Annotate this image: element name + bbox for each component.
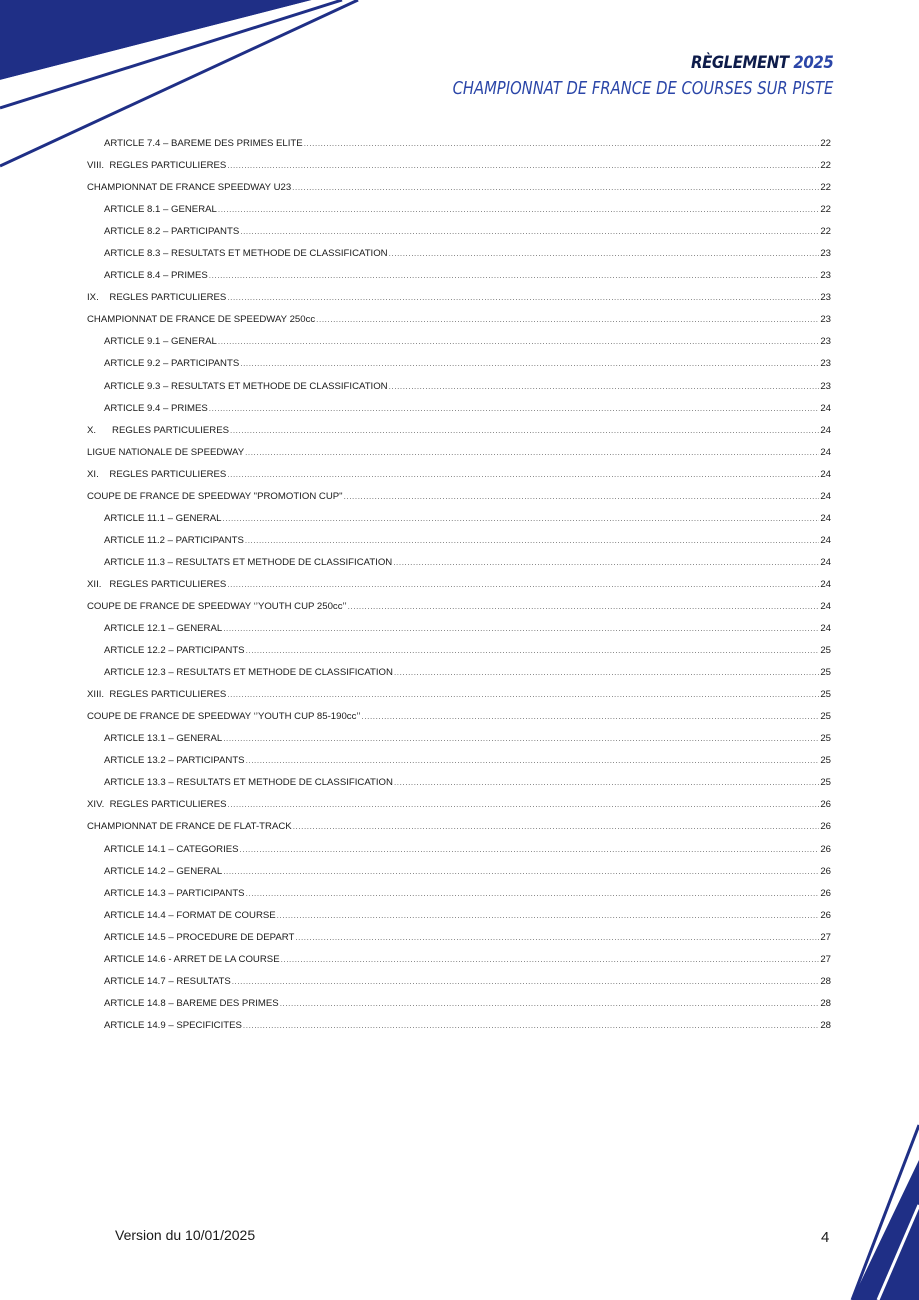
toc-entry-label: ARTICLE 11.3 – RESULTATS ET METHODE DE CLASSIFICATION — [104, 556, 393, 568]
toc-entry-label: XI. REGLES PARTICULIERES — [87, 468, 227, 480]
toc-entry[interactable] — [87, 1020, 831, 1042]
championship-subtitle: CHAMPIONNAT DE FRANCE DE COURSES SUR PISTE — [452, 78, 833, 99]
toc-entry-label: ARTICLE 12.1 – GENERAL — [104, 623, 223, 635]
table-of-contents — [87, 138, 831, 1042]
toc-entry[interactable] — [87, 403, 831, 425]
toc-entry-label: ARTICLE 14.5 – PROCEDURE DE DEPART — [104, 931, 295, 943]
toc-dot-leader — [223, 624, 819, 633]
toc-entry-label: ARTICLE 11.2 – PARTICIPANTS — [104, 534, 244, 546]
toc-entry-label: CHAMPIONNAT DE FRANCE DE SPEEDWAY 250cc — [87, 314, 316, 326]
toc-entry-label: VIII. REGLES PARTICULIERES — [87, 160, 227, 172]
toc-entry[interactable] — [87, 182, 831, 204]
page-number: 4 — [821, 1229, 830, 1246]
toc-entry-label: ARTICLE 14.9 – SPECIFICITES — [104, 1019, 242, 1031]
toc-entry[interactable] — [87, 910, 831, 932]
toc-entry-label: X. REGLES PARTICULIERES — [87, 424, 229, 436]
toc-entry-label: ARTICLE 12.2 – PARTICIPANTS — [104, 645, 245, 657]
toc-entry-page: 26 — [820, 821, 831, 833]
toc-entry-label: ARTICLE 12.3 – RESULTATS ET METHODE DE CLASSIFICATION — [104, 667, 393, 679]
toc-entry-label: XIII. REGLES PARTICULIERES — [87, 689, 227, 701]
toc-entry-page: 24 — [820, 556, 831, 568]
toc-entry-page: 23 — [820, 314, 831, 326]
toc-dot-leader — [281, 955, 820, 964]
toc-entry-page: 24 — [820, 490, 831, 502]
toc-entry-label: ARTICLE 14.2 – GENERAL — [104, 865, 223, 877]
toc-entry-page: 24 — [820, 402, 831, 414]
toc-entry[interactable] — [87, 204, 831, 226]
toc-entry-label: ARTICLE 9.3 – RESULTATS ET METHODE DE CLASSIFICATION — [104, 380, 388, 392]
toc-entry[interactable] — [87, 711, 831, 733]
toc-dot-leader — [246, 889, 820, 898]
toc-entry[interactable] — [87, 844, 831, 866]
toc-entry-label: ARTICLE 13.2 – PARTICIPANTS — [104, 755, 245, 767]
toc-entry-page: 22 — [820, 160, 831, 172]
toc-entry-page: 23 — [820, 358, 831, 370]
toc-dot-leader — [293, 822, 820, 831]
toc-entry[interactable] — [87, 579, 831, 601]
regulation-title-word: RÈGLEMENT — [690, 53, 789, 73]
toc-dot-leader — [209, 404, 820, 413]
toc-dot-leader — [393, 558, 819, 567]
toc-dot-leader — [316, 315, 819, 324]
toc-dot-leader — [240, 359, 819, 368]
toc-entry-page: 26 — [820, 887, 831, 899]
toc-dot-leader — [227, 690, 819, 699]
toc-dot-leader — [223, 514, 820, 523]
toc-dot-leader — [245, 448, 819, 457]
toc-dot-leader — [227, 161, 819, 170]
toc-entry[interactable] — [87, 160, 831, 182]
toc-entry-page: 25 — [820, 733, 831, 745]
toc-entry[interactable] — [87, 954, 831, 976]
toc-entry-label: ARTICLE 14.6 - ARRET DE LA COURSE — [104, 953, 280, 965]
toc-dot-leader — [245, 536, 819, 545]
toc-entry-label: ARTICLE 9.2 – PARTICIPANTS — [104, 358, 240, 370]
toc-entry-label: ARTICLE 13.1 – GENERAL — [104, 733, 223, 745]
toc-entry-label: ARTICLE 9.4 – PRIMES — [104, 402, 208, 414]
toc-dot-leader — [227, 470, 819, 479]
toc-entry-page: 26 — [820, 799, 831, 811]
toc-entry[interactable] — [87, 557, 831, 579]
toc-entry-label: COUPE DE FRANCE DE SPEEDWAY ‘’YOUTH CUP 85-190cc’’ — [87, 711, 361, 723]
toc-entry-label: ARTICLE 8.3 – RESULTATS ET METHODE DE CLASSIFICATION — [104, 248, 388, 260]
toc-entry[interactable] — [87, 866, 831, 888]
toc-entry-label: CHAMPIONNAT DE FRANCE SPEEDWAY U23 — [87, 182, 292, 194]
toc-entry-page: 25 — [820, 711, 831, 723]
toc-entry-page: 24 — [820, 424, 831, 436]
toc-dot-leader — [240, 227, 819, 236]
toc-entry-page: 28 — [820, 975, 831, 987]
toc-entry-label: ARTICLE 11.1 – GENERAL — [104, 512, 222, 524]
toc-entry-label: ARTICLE 14.4 – FORMAT DE COURSE — [104, 909, 276, 921]
toc-dot-leader — [292, 183, 819, 192]
toc-entry[interactable] — [87, 491, 831, 513]
toc-entry-label: XII. REGLES PARTICULIERES — [87, 578, 227, 590]
toc-entry-page: 24 — [820, 578, 831, 590]
toc-dot-leader — [227, 580, 819, 589]
toc-entry-page: 24 — [820, 600, 831, 612]
toc-entry-page: 25 — [820, 689, 831, 701]
toc-dot-leader — [295, 933, 819, 942]
regulation-year: 2025 — [793, 53, 833, 73]
toc-entry-page: 22 — [820, 182, 831, 194]
toc-dot-leader — [223, 867, 819, 876]
toc-entry[interactable] — [87, 336, 831, 358]
toc-dot-leader — [344, 492, 820, 501]
toc-dot-leader — [362, 712, 820, 721]
toc-entry-page: 22 — [820, 138, 831, 149]
toc-entry[interactable] — [87, 535, 831, 557]
toc-dot-leader — [246, 756, 820, 765]
toc-entry-page: 26 — [820, 843, 831, 855]
toc-dot-leader — [240, 845, 820, 854]
toc-entry[interactable] — [87, 667, 831, 689]
toc-entry-label: ARTICLE 9.1 – GENERAL — [104, 336, 217, 348]
toc-entry[interactable] — [87, 270, 831, 292]
toc-entry-page: 24 — [820, 468, 831, 480]
toc-entry[interactable] — [87, 469, 831, 491]
toc-entry-label: COUPE DE FRANCE DE SPEEDWAY "PROMOTION CUP" — [87, 490, 343, 502]
toc-entry[interactable] — [87, 998, 831, 1020]
toc-dot-leader — [277, 911, 820, 920]
toc-dot-leader — [227, 293, 819, 302]
toc-dot-leader — [218, 205, 819, 214]
toc-entry-label: COUPE DE FRANCE DE SPEEDWAY ‘’YOUTH CUP 250cc’’ — [87, 600, 347, 612]
toc-entry-page: 25 — [820, 645, 831, 657]
toc-entry[interactable] — [87, 755, 831, 777]
toc-entry[interactable] — [87, 248, 831, 270]
toc-entry[interactable] — [87, 138, 831, 160]
toc-entry-label: ARTICLE 14.1 – CATEGORIES — [104, 843, 239, 855]
toc-entry[interactable] — [87, 645, 831, 667]
regulation-title — [424, 52, 833, 74]
toc-entry-label: ARTICLE 8.4 – PRIMES — [104, 270, 208, 282]
document-header — [369, 52, 833, 101]
toc-entry-label: ARTICLE 7.4 – BAREME DES PRIMES ELITE — [104, 138, 303, 149]
toc-entry-label: XIV. REGLES PARTICULIERES — [87, 799, 227, 811]
toc-entry[interactable] — [87, 932, 831, 954]
toc-dot-leader — [348, 602, 820, 611]
toc-entry-page: 23 — [820, 336, 831, 348]
toc-entry-page: 28 — [820, 997, 831, 1009]
toc-entry[interactable] — [87, 821, 831, 843]
toc-entry[interactable] — [87, 888, 831, 910]
toc-entry-page: 23 — [820, 380, 831, 392]
toc-entry-page: 23 — [820, 292, 831, 304]
toc-dot-leader — [394, 778, 819, 787]
toc-entry[interactable] — [87, 733, 831, 755]
toc-entry-page: 24 — [820, 446, 831, 458]
toc-entry[interactable] — [87, 358, 831, 380]
toc-entry-page: 23 — [820, 248, 831, 260]
bottom-right-corner-graphic — [852, 1125, 919, 1300]
toc-entry-page: 22 — [820, 226, 831, 238]
toc-entry[interactable] — [87, 513, 831, 535]
toc-entry-page: 26 — [820, 865, 831, 877]
toc-entry[interactable] — [87, 689, 831, 711]
toc-entry[interactable] — [87, 777, 831, 799]
version-date: Version du 10/01/2025 — [115, 1227, 256, 1243]
toc-entry-label: ARTICLE 14.7 – RESULTATS — [104, 975, 231, 987]
toc-entry-page: 27 — [820, 931, 831, 943]
toc-dot-leader — [223, 734, 819, 743]
toc-entry-label: CHAMPIONNAT DE FRANCE DE FLAT-TRACK — [87, 821, 292, 833]
toc-entry-label: ARTICLE 8.2 – PARTICIPANTS — [104, 226, 240, 238]
toc-dot-leader — [389, 249, 820, 258]
toc-dot-leader — [246, 646, 820, 655]
toc-dot-leader — [232, 977, 820, 986]
toc-entry[interactable] — [87, 601, 831, 623]
toc-entry-page: 25 — [820, 777, 831, 789]
toc-dot-leader — [394, 668, 819, 677]
toc-entry[interactable] — [87, 623, 831, 645]
toc-entry-label: ARTICLE 14.8 – BAREME DES PRIMES — [104, 997, 279, 1009]
toc-entry-page: 26 — [820, 909, 831, 921]
toc-dot-leader — [304, 139, 820, 148]
toc-entry[interactable] — [87, 292, 831, 314]
toc-entry[interactable] — [87, 226, 831, 248]
toc-entry-page: 22 — [820, 204, 831, 216]
toc-entry[interactable] — [87, 381, 831, 403]
toc-entry[interactable] — [87, 447, 831, 469]
toc-entry[interactable] — [87, 314, 831, 336]
toc-entry[interactable] — [87, 425, 831, 447]
toc-entry-label: IX. REGLES PARTICULIERES — [87, 292, 227, 304]
toc-dot-leader — [389, 382, 820, 391]
toc-entry[interactable] — [87, 976, 831, 998]
toc-entry-page: 25 — [820, 667, 831, 679]
toc-entry-page: 24 — [820, 512, 831, 524]
toc-dot-leader — [230, 426, 819, 435]
toc-entry-label: ARTICLE 13.3 – RESULTATS ET METHODE DE CLASSIFICATION — [104, 777, 393, 789]
toc-entry-label: LIGUE NATIONALE DE SPEEDWAY — [87, 446, 245, 458]
toc-entry-page: 24 — [820, 623, 831, 635]
toc-entry[interactable] — [87, 799, 831, 821]
toc-dot-leader — [209, 271, 820, 280]
toc-entry-page: 23 — [820, 270, 831, 282]
toc-entry-page: 24 — [820, 534, 831, 546]
toc-dot-leader — [243, 1021, 819, 1030]
toc-dot-leader — [218, 337, 819, 346]
toc-dot-leader — [280, 999, 820, 1008]
toc-entry-page: 27 — [820, 953, 831, 965]
toc-entry-label: ARTICLE 14.3 – PARTICIPANTS — [104, 887, 245, 899]
toc-entry-page: 25 — [820, 755, 831, 767]
toc-dot-leader — [228, 800, 820, 809]
toc-entry-label: ARTICLE 8.1 – GENERAL — [104, 204, 217, 216]
toc-entry-page: 28 — [820, 1019, 831, 1031]
